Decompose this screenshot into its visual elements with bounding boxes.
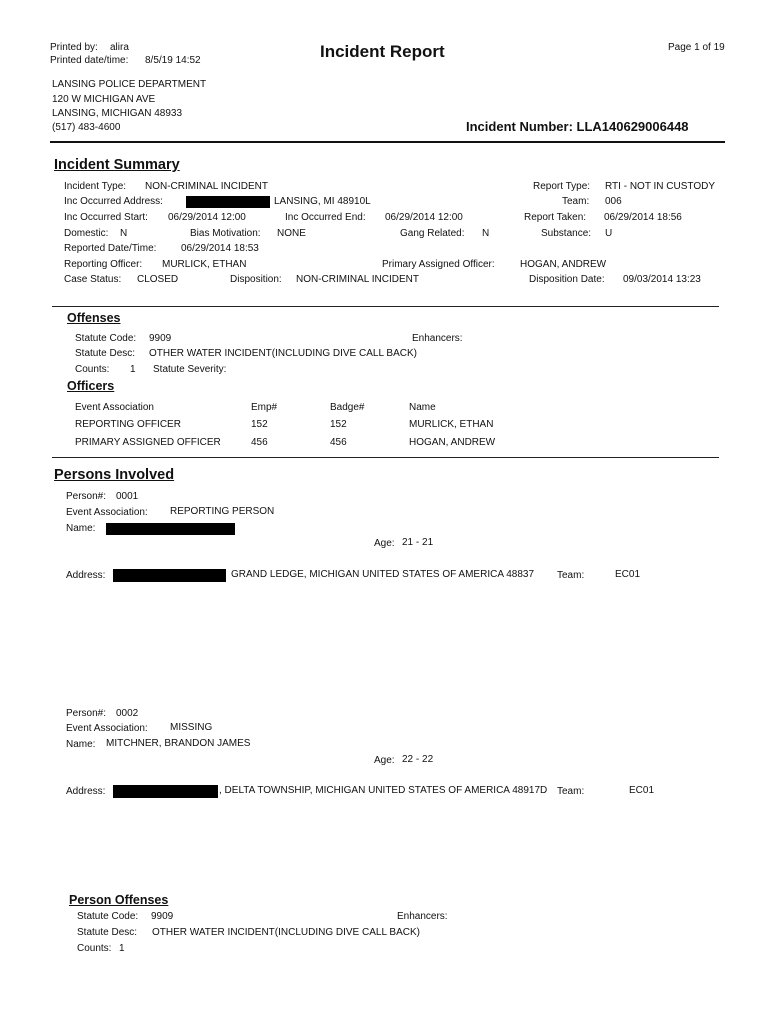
gang-related-label: Gang Related: — [400, 228, 465, 239]
person-counts: 1 — [119, 943, 125, 954]
person-1-age-label: Age: — [374, 538, 395, 549]
incident-type: NON-CRIMINAL INCIDENT — [145, 181, 268, 192]
disposition-label: Disposition: — [230, 274, 282, 285]
team: 006 — [605, 196, 622, 207]
person-2-address: , DELTA TOWNSHIP, MICHIGAN UNITED STATES OF AMERICA 48917D — [219, 785, 548, 796]
person-2-association-label: Event Association: — [66, 723, 148, 734]
officers-heading: Officers — [67, 379, 115, 393]
printed-datetime-label: Printed date/time: — [50, 55, 129, 66]
reporting-officer-label: Reporting Officer: — [64, 259, 143, 270]
enhancers-label: Enhancers: — [412, 333, 463, 344]
person-1-team-label: Team: — [557, 570, 585, 581]
redaction-bar — [186, 196, 270, 208]
summary-rule — [52, 306, 719, 307]
col-badge: Badge# — [330, 402, 365, 413]
person-1-team: EC01 — [615, 569, 641, 580]
officer-row-2-emp: 456 — [251, 437, 268, 448]
person-1-name-label: Name: — [66, 523, 96, 534]
counts-label: Counts: — [75, 364, 110, 375]
statute-code: 9909 — [149, 333, 172, 344]
person-counts-label: Counts: — [77, 943, 112, 954]
person-enhancers-label: Enhancers: — [397, 911, 448, 922]
col-event-association: Event Association — [75, 402, 154, 413]
person-2-team-label: Team: — [557, 786, 585, 797]
officers-rule — [52, 457, 719, 458]
incident-summary-heading: Incident Summary — [54, 157, 180, 173]
dept-name: LANSING POLICE DEPARTMENT — [52, 79, 207, 90]
redaction-bar — [106, 523, 235, 535]
person-2-team: EC01 — [629, 785, 655, 796]
counts: 1 — [130, 364, 136, 375]
occurred-address: LANSING, MI 48910L — [274, 196, 371, 207]
person-1-association-label: Event Association: — [66, 507, 148, 518]
redaction-bar — [113, 569, 226, 582]
persons-involved-heading: Persons Involved — [54, 467, 175, 483]
statute-code-label: Statute Code: — [75, 333, 137, 344]
person-2-address-label: Address: — [66, 786, 106, 797]
redaction-bar — [113, 785, 218, 798]
incident-type-label: Incident Type: — [64, 181, 127, 192]
primary-officer-label: Primary Assigned Officer: — [382, 259, 495, 270]
reported-datetime: 06/29/2014 18:53 — [181, 243, 259, 254]
person-1-association: REPORTING PERSON — [170, 506, 275, 517]
reporting-officer: MURLICK, ETHAN — [162, 259, 247, 270]
person-1-number: 0001 — [116, 491, 139, 502]
disposition: NON-CRIMINAL INCIDENT — [296, 274, 419, 285]
team-label: Team: — [562, 196, 590, 207]
person-statute-code-label: Statute Code: — [77, 911, 139, 922]
person-2-number-label: Person#: — [66, 708, 107, 719]
dept-phone: (517) 483-4600 — [52, 122, 121, 133]
bias-motivation: NONE — [277, 228, 306, 239]
printed-by: alira — [110, 42, 129, 53]
disposition-date-label: Disposition Date: — [529, 274, 605, 285]
case-status-label: Case Status: — [64, 274, 122, 285]
substance-label: Substance: — [541, 228, 592, 239]
officer-row-2-name: HOGAN, ANDREW — [409, 437, 496, 448]
dept-street: 120 W MICHIGAN AVE — [52, 94, 156, 105]
disposition-date: 09/03/2014 13:23 — [623, 274, 701, 285]
officer-row-1-emp: 152 — [251, 419, 268, 430]
report-taken-label: Report Taken: — [524, 212, 587, 223]
printed-by-label: Printed by: — [50, 42, 98, 53]
occurred-start-label: Inc Occurred Start: — [64, 212, 148, 223]
person-2-name-label: Name: — [66, 739, 96, 750]
occurred-address-label: Inc Occurred Address: — [64, 196, 163, 207]
person-statute-code: 9909 — [151, 911, 174, 922]
person-2-number: 0002 — [116, 708, 139, 719]
occurred-end: 06/29/2014 12:00 — [385, 212, 463, 223]
printed-datetime: 8/5/19 14:52 — [145, 55, 201, 66]
officer-row-1-association: REPORTING OFFICER — [75, 419, 181, 430]
officer-row-1-badge: 152 — [330, 419, 347, 430]
incident-number: Incident Number: LLA140629006448 — [466, 119, 689, 134]
statute-severity-label: Statute Severity: — [153, 364, 227, 375]
domestic-label: Domestic: — [64, 228, 109, 239]
bias-motivation-label: Bias Motivation: — [190, 228, 261, 239]
officer-row-2-badge: 456 — [330, 437, 347, 448]
occurred-end-label: Inc Occurred End: — [285, 212, 366, 223]
person-2-association: MISSING — [170, 722, 213, 733]
substance: U — [605, 228, 613, 239]
statute-desc: OTHER WATER INCIDENT(INCLUDING DIVE CALL BACK) — [149, 348, 417, 359]
col-name: Name — [409, 402, 436, 413]
col-emp: Emp# — [251, 402, 278, 413]
person-offenses-heading: Person Offenses — [69, 893, 169, 907]
person-1-address: GRAND LEDGE, MICHIGAN UNITED STATES OF AMERICA 48837 — [231, 569, 535, 580]
report-title: Incident Report — [320, 42, 445, 61]
report-taken: 06/29/2014 18:56 — [604, 212, 682, 223]
gang-related: N — [482, 228, 490, 239]
person-statute-desc: OTHER WATER INCIDENT(INCLUDING DIVE CALL BACK) — [152, 927, 420, 938]
statute-desc-label: Statute Desc: — [75, 348, 136, 359]
report-type: RTI - NOT IN CUSTODY — [605, 181, 716, 192]
domestic: N — [120, 228, 128, 239]
person-statute-desc-label: Statute Desc: — [77, 927, 138, 938]
header-rule — [50, 141, 725, 143]
person-1-age: 21 - 21 — [402, 537, 434, 548]
report-type-label: Report Type: — [533, 181, 591, 192]
person-1-address-label: Address: — [66, 570, 106, 581]
person-2-age-label: Age: — [374, 755, 395, 766]
offenses-heading: Offenses — [67, 311, 121, 325]
primary-officer: HOGAN, ANDREW — [520, 259, 607, 270]
person-1-number-label: Person#: — [66, 491, 107, 502]
occurred-start: 06/29/2014 12:00 — [168, 212, 246, 223]
person-2-age: 22 - 22 — [402, 754, 434, 765]
case-status: CLOSED — [137, 274, 179, 285]
person-2-name: MITCHNER, BRANDON JAMES — [106, 738, 251, 749]
officer-row-2-association: PRIMARY ASSIGNED OFFICER — [75, 437, 221, 448]
page-number: Page 1 of 19 — [668, 42, 725, 53]
reported-datetime-label: Reported Date/Time: — [64, 243, 157, 254]
officer-row-1-name: MURLICK, ETHAN — [409, 419, 494, 430]
dept-city: LANSING, MICHIGAN 48933 — [52, 108, 183, 119]
